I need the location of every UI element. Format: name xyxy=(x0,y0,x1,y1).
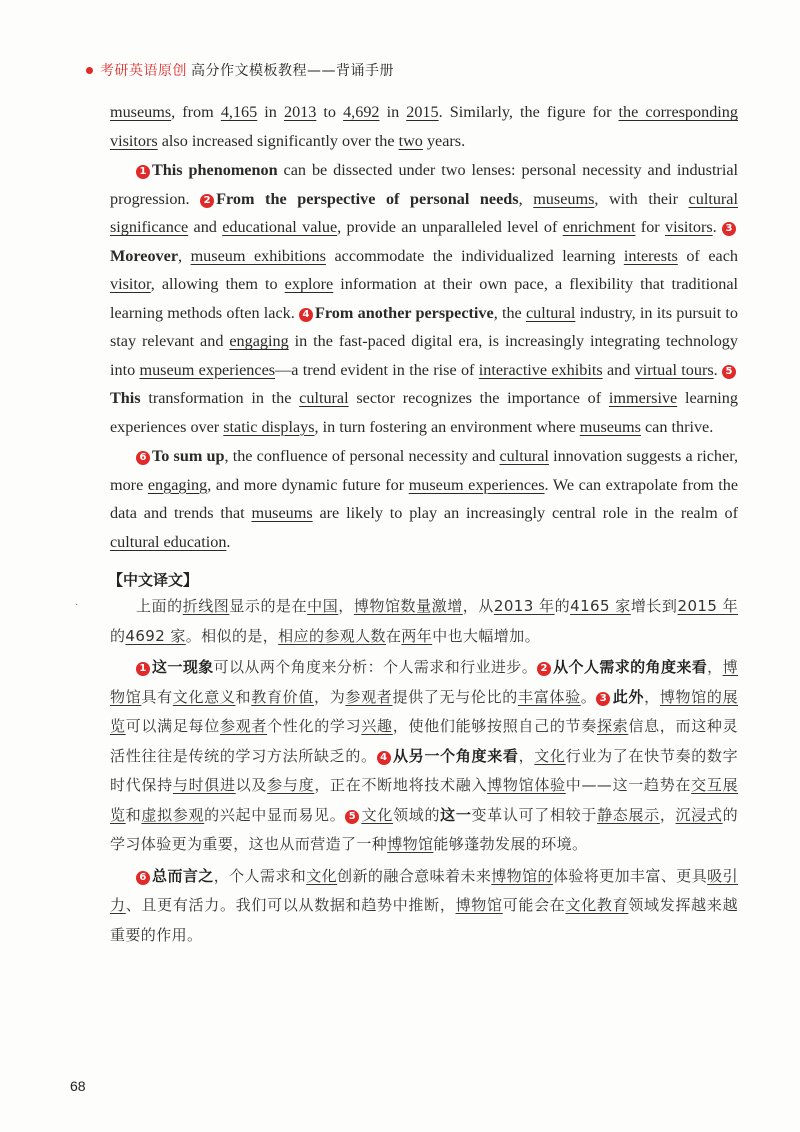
text: in xyxy=(257,103,284,121)
text: 文化 xyxy=(534,746,566,765)
text: This xyxy=(110,389,141,407)
text: visitors xyxy=(664,218,713,236)
text: innovation suggests a richer, more xyxy=(110,447,738,494)
text: explore xyxy=(284,275,334,293)
text: 两年 xyxy=(401,626,433,645)
text: 行业为了在快节奏的数字时代保持 xyxy=(110,746,739,794)
text: 的 xyxy=(554,597,571,615)
text: 此外 xyxy=(612,687,645,706)
text: 文化 xyxy=(361,805,394,824)
text: 和 xyxy=(235,687,252,706)
text: cultural education xyxy=(110,532,227,551)
text: years. xyxy=(422,131,466,150)
text: 领域的 xyxy=(393,805,441,824)
text: ，使他们能够按照自己的节奏 xyxy=(392,717,597,735)
text: ，正在不断地将技术融入 xyxy=(314,776,488,794)
text: can be dissected under two lenses: personal necessity and industrial progression. xyxy=(110,161,739,208)
text: 中也大幅增加。 xyxy=(432,626,540,645)
text: in xyxy=(379,103,407,121)
number-badge-2: 2 xyxy=(537,662,551,676)
text: . xyxy=(713,360,723,379)
text: 相应的参观人数 xyxy=(278,626,386,645)
text: 显示的是在 xyxy=(229,597,308,615)
chinese-paragraph-2 xyxy=(110,653,738,860)
text: 在 xyxy=(385,626,402,645)
header-accent: 考研英语原创 xyxy=(100,63,187,79)
text: 从另一个角度来看 xyxy=(392,746,519,765)
text: information at their own pace, a flexibility that traditional learning methods often lack. xyxy=(110,275,739,322)
number-badge-3: 3 xyxy=(596,692,610,706)
text: , and more dynamic future for xyxy=(207,475,409,494)
text: 4165 家 xyxy=(570,597,631,615)
text: , in turn fostering an environment where xyxy=(314,417,580,436)
text: educational value xyxy=(222,218,338,236)
text: 交互展览 xyxy=(110,776,738,824)
text: From the perspective of personal needs xyxy=(216,189,519,208)
chinese-translation-heading: 【中文译文】 xyxy=(108,571,199,589)
english-paragraph-1 xyxy=(110,98,738,155)
text: 4,165 xyxy=(220,103,258,121)
text: , xyxy=(178,246,191,265)
text: 博物馆 xyxy=(110,658,738,706)
text: 博物馆 xyxy=(455,896,503,914)
number-badge-2: 2 xyxy=(200,194,214,208)
chinese-paragraph-3 xyxy=(110,862,738,951)
text: enrichment xyxy=(562,218,636,236)
text: 折线图 xyxy=(182,597,230,615)
text: 2015 年 xyxy=(677,597,739,615)
text: 总而言之 xyxy=(152,866,214,885)
text: cultural xyxy=(525,303,576,322)
text: 具有 xyxy=(141,687,173,706)
text: 2015 xyxy=(406,103,439,121)
english-paragraph-2 xyxy=(110,156,738,441)
text: 提供了无与伦比的 xyxy=(392,687,518,706)
text: 领域发挥越来越重要的作用。 xyxy=(110,896,738,944)
text: 的 xyxy=(110,626,126,645)
text: 博物馆的展览 xyxy=(110,687,739,735)
text: 虚拟参观 xyxy=(141,805,205,824)
text: in the fast-paced digital era, is increasingly integrating technology into xyxy=(110,332,738,379)
text: 可能会在 xyxy=(502,896,566,914)
text: immersive xyxy=(608,389,678,407)
page-content xyxy=(110,98,738,950)
text: cultural significance xyxy=(110,189,738,236)
running-header xyxy=(86,60,394,80)
text: 。 xyxy=(580,687,597,706)
text: cultural xyxy=(299,389,349,407)
text: 参观者 xyxy=(345,687,393,706)
text: 参观者 xyxy=(219,717,268,735)
text: 中——这一趋势在 xyxy=(565,776,692,794)
text: . xyxy=(226,532,231,551)
text: 从个人需求的角度来看 xyxy=(553,658,708,676)
text: are likely to play an increasingly central role in the realm of xyxy=(312,504,738,522)
text: 参与度 xyxy=(267,776,315,794)
text: 中国 xyxy=(307,597,339,615)
text: , allowing them to xyxy=(150,275,285,293)
text: ，为 xyxy=(314,687,346,706)
text: ， xyxy=(518,746,535,765)
chinese-translation xyxy=(110,592,738,950)
text: 可以满足每位 xyxy=(125,717,220,735)
text: 4,692 xyxy=(343,103,380,121)
text: ，个人需求和 xyxy=(213,866,307,885)
text: 与时俱进 xyxy=(172,776,236,794)
text: ， xyxy=(707,658,723,676)
text: 4692 家 xyxy=(125,626,186,645)
text: This phenomenon xyxy=(152,161,278,179)
text: 上面的 xyxy=(136,597,183,615)
text: 2013 xyxy=(283,103,317,121)
text: ，从 xyxy=(462,597,494,615)
number-badge-4: 4 xyxy=(377,751,391,765)
text: 教育价值 xyxy=(251,687,315,706)
text: 博物馆 xyxy=(387,835,434,853)
text: the corresponding visitors xyxy=(110,103,738,150)
text: , provide an unparalleled level of xyxy=(337,218,563,236)
text: visitor xyxy=(110,275,151,293)
text: 静态展示 xyxy=(597,805,660,824)
text: 能够蓬勃发展的环境。 xyxy=(433,835,588,853)
margin-mark: · xyxy=(75,600,79,611)
text: also increased significantly over the xyxy=(157,131,399,150)
text: learning experiences over xyxy=(110,389,738,436)
text: , from xyxy=(171,103,221,121)
text: , with their xyxy=(594,189,689,208)
text: engaging xyxy=(229,332,289,350)
text: . xyxy=(712,218,723,236)
text: static displays xyxy=(223,417,315,436)
text: 的兴起中显而易见。 xyxy=(204,805,346,824)
text: museums xyxy=(251,504,313,522)
page-number: 68 xyxy=(70,1078,86,1094)
text: engaging xyxy=(147,475,208,494)
text: accommodate the individualized learning xyxy=(325,246,624,265)
text: 创新的融合意味着未来 xyxy=(337,866,492,885)
bullet-dot-icon xyxy=(86,67,93,74)
header-title: 高分作文模板教程——背诵手册 xyxy=(191,63,394,79)
text: 文化意义 xyxy=(172,687,236,706)
number-badge-1: 1 xyxy=(136,662,150,676)
text: cultural xyxy=(499,447,549,465)
text: two xyxy=(398,131,423,150)
text: museums xyxy=(579,417,641,436)
text: museum exhibitions xyxy=(190,246,326,265)
text: 探索 xyxy=(596,717,629,735)
text: From another perspective xyxy=(315,303,494,322)
text: ， xyxy=(644,687,660,706)
text: interests xyxy=(623,246,678,265)
text: . We can extrapolate from the data and trends that xyxy=(110,475,739,522)
text: for xyxy=(635,218,665,236)
text: 和 xyxy=(125,805,142,824)
text: 兴趣 xyxy=(361,717,393,735)
english-essay xyxy=(110,98,738,556)
text: 的学习体验更为重要，这也从而营造了一种 xyxy=(110,805,739,853)
text: to xyxy=(316,103,344,121)
text: , the xyxy=(493,303,526,322)
text: 、且更有活力。我们可以从数据和趋势中推断， xyxy=(125,896,456,914)
text: and xyxy=(188,218,223,236)
number-badge-5: 5 xyxy=(722,365,736,379)
text: 变革认可了相较于 xyxy=(471,805,598,824)
number-badge-6: 6 xyxy=(136,871,150,885)
text: can thrive. xyxy=(640,417,714,436)
number-badge-5: 5 xyxy=(345,810,359,824)
text: transformation in the xyxy=(140,389,300,407)
text: 丰富体验 xyxy=(518,687,581,706)
text: industry, in its pursuit to stay relevant and xyxy=(110,303,739,350)
text: —a trend evident in the rise of xyxy=(275,360,479,379)
text: sector recognizes the importance of xyxy=(348,389,609,407)
number-badge-1: 1 xyxy=(136,165,150,179)
text: ， xyxy=(338,597,354,615)
text: . Similarly, the figure for xyxy=(438,103,619,121)
text: of each xyxy=(677,246,738,265)
text: museums xyxy=(110,103,172,121)
text: 文化教育 xyxy=(565,896,629,914)
text: and xyxy=(602,360,635,379)
text: 可以从两个角度来分析：个人需求和行业进步。 xyxy=(213,658,538,676)
text: To sum up xyxy=(152,447,225,465)
text: , xyxy=(518,189,534,208)
text: 博物馆的 xyxy=(491,866,553,885)
number-badge-4: 4 xyxy=(299,308,313,322)
text: 个性化的学习 xyxy=(267,717,362,735)
text: 增长到 xyxy=(630,597,678,615)
text: 这一现象 xyxy=(152,658,214,676)
english-paragraph-3 xyxy=(110,442,738,556)
number-badge-3: 3 xyxy=(722,222,736,236)
text: 沉浸式 xyxy=(675,805,723,824)
text: , the confluence of personal necessity and xyxy=(224,447,500,465)
text: 文化 xyxy=(306,866,338,885)
text: 信息，而这种灵活性往往是传统的学习方法所缺乏的。 xyxy=(110,717,739,765)
text: virtual tours xyxy=(634,360,714,379)
text: Moreover xyxy=(110,246,179,265)
text: 。相似的是， xyxy=(185,626,279,645)
text: 2013 年 xyxy=(493,597,555,615)
text: 吸引力 xyxy=(110,866,738,914)
chinese-paragraph-1 xyxy=(110,592,738,651)
text: interactive exhibits xyxy=(478,360,603,379)
text: 博物馆数量激增 xyxy=(353,597,463,615)
number-badge-6: 6 xyxy=(136,451,150,465)
text: 这一 xyxy=(440,805,472,824)
text: museum experiences xyxy=(408,475,545,494)
text: museum experiences xyxy=(139,360,276,379)
text: museums xyxy=(533,189,595,208)
text: 以及 xyxy=(235,776,268,794)
text: 博物馆体验 xyxy=(487,776,566,794)
text: ， xyxy=(659,805,676,824)
text: 体验将更加丰富、更具 xyxy=(552,866,708,885)
